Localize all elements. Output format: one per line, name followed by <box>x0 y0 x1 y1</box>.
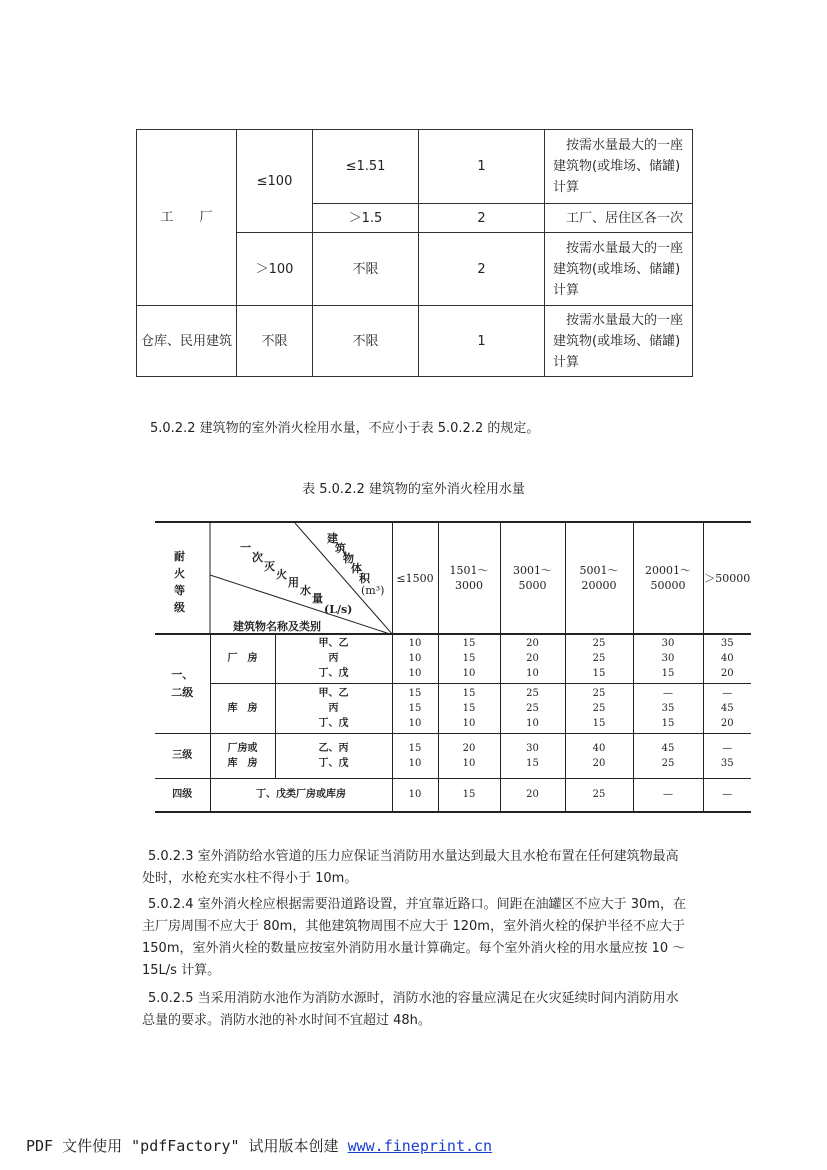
value: 35 <box>720 757 734 769</box>
g3-building <box>210 733 275 778</box>
value: 20 <box>592 757 606 769</box>
value: 15 <box>592 717 606 729</box>
volume-header: 5001～20000 <box>565 522 633 634</box>
value: 10 <box>408 757 422 769</box>
value-cell: 25 <box>565 778 633 812</box>
value: 25 <box>592 687 606 699</box>
value: 10 <box>462 757 476 769</box>
value: — <box>722 742 733 754</box>
value: 25 <box>526 702 539 714</box>
class-line: 甲、乙 <box>318 687 349 699</box>
value-cell <box>565 634 633 683</box>
corner-header-inner <box>155 523 393 633</box>
range-cell: ≤1.51 <box>313 130 419 204</box>
water-char: 量 <box>312 592 323 605</box>
value: 35 <box>661 702 675 714</box>
grade-line: 二级 <box>171 685 194 699</box>
desc-cell: 按需水量最大的一座建筑物(或堆场、储罐)计算 <box>545 130 693 204</box>
value: 10 <box>462 668 476 680</box>
cond-cell: 不限 <box>237 306 313 377</box>
value: 30 <box>526 742 539 754</box>
value: 10 <box>526 717 539 729</box>
value: 10 <box>408 668 422 680</box>
value: 25 <box>592 702 606 714</box>
value: — <box>722 687 733 699</box>
corner-header <box>155 522 392 634</box>
volume-char: 物 <box>343 552 354 565</box>
paragraph-5-0-2-5: 5.0.2.5 当采用消防水池作为消防水源时，消防水池的容量应满足在火灾延续时间内消防用水总量的要求。消防水池的补水时间不宜超过 48h。 <box>142 991 679 1028</box>
class-line: 甲、乙 <box>318 638 349 650</box>
paragraph-5-0-2-4: 5.0.2.4 室外消火栓应根据需要沿道路设置，并宜靠近路口。间距在油罐区不应大于 30m，在主厂房周围不应大于 80m，其他建筑物周围不应大于 120m，室外消火栓的保护半径不应大于 150m，室外消火栓的数量应按室外消防用水量计算确定。每个室外消火栓的用水量应按 10 ～15L/s 计算。 <box>142 897 686 978</box>
value: 30 <box>661 653 675 665</box>
value: 25 <box>526 687 539 699</box>
value: 20 <box>526 638 539 650</box>
value: 40 <box>720 653 734 665</box>
grade-char: 火 <box>174 567 185 580</box>
value-cell: 10 <box>392 778 438 812</box>
value: 45 <box>720 702 734 714</box>
value-cell <box>392 733 438 778</box>
water-char: 火 <box>276 568 287 581</box>
building-line: 厂房或 <box>227 742 258 754</box>
footer-text: PDF 文件使用 "pdfFactory" 试用版本创建 <box>26 1137 348 1155</box>
class-line: 丁、戊 <box>318 717 349 729</box>
value: 10 <box>408 638 422 650</box>
warehouse-cell: 仓库、民用建筑 <box>137 306 237 377</box>
value: 45 <box>661 742 675 754</box>
value-cell <box>633 683 703 733</box>
cond-gt100: ＞100 <box>237 233 313 306</box>
table-caption: 表 5.0.2.2 建筑物的室外消火栓用水量 <box>302 482 525 497</box>
value-cell: 15 <box>438 778 500 812</box>
value-cell: — <box>703 778 751 812</box>
value: 20 <box>720 668 734 680</box>
grade-char: 等 <box>174 584 185 597</box>
class-line: 丙 <box>328 653 339 665</box>
water-char: 次 <box>252 551 263 564</box>
class-cell <box>275 634 392 683</box>
value: 15 <box>462 702 476 714</box>
volume-char: 积 <box>359 572 370 585</box>
value: 25 <box>661 757 675 769</box>
value-cell <box>703 683 751 733</box>
value-cell <box>703 733 751 778</box>
value: 15 <box>462 687 476 699</box>
class-line: 乙、丙 <box>318 742 349 754</box>
water-char: 用 <box>288 576 299 589</box>
value: 20 <box>526 653 539 665</box>
volume-header: ≤1500 <box>392 522 438 634</box>
factory-label: 厂 房 <box>210 634 275 683</box>
value-cell <box>438 634 500 683</box>
value-cell <box>392 634 438 683</box>
value: 40 <box>592 742 606 754</box>
range-cell: 不限 <box>313 233 419 306</box>
grade-1-2-cell <box>155 634 210 733</box>
value: 10 <box>526 668 539 680</box>
hydrant-water-table <box>155 521 751 813</box>
count-cell: 2 <box>419 233 545 306</box>
volume-header: ＞50000 <box>703 522 751 634</box>
class-line: 丙 <box>328 702 339 714</box>
water-char: 灭 <box>264 560 275 573</box>
fineprint-link[interactable]: www.fineprint.cn <box>347 1137 493 1155</box>
desc-cell: 按需水量最大的一座建筑物(或堆场、储罐)计算 <box>545 233 693 306</box>
class-line: 丁、戊 <box>318 757 349 769</box>
count-cell: 2 <box>419 204 545 233</box>
volume-char: 建 <box>327 532 338 545</box>
value: — <box>663 687 673 699</box>
value: 15 <box>408 742 422 754</box>
value: 15 <box>592 668 606 680</box>
water-char: 水 <box>300 584 311 597</box>
factory-cell: 工 厂 <box>137 130 237 306</box>
value: 25 <box>592 653 606 665</box>
volume-char: 筑 <box>335 542 346 555</box>
value: 15 <box>661 717 675 729</box>
g4-building: 丁、戊类厂房或库房 <box>210 778 392 812</box>
value-cell <box>500 683 565 733</box>
desc-cell: 按需水量最大的一座建筑物(或堆场、储罐)计算 <box>545 306 693 377</box>
grade-4-cell: 四级 <box>155 778 210 812</box>
category-label: 建筑物名称及类别 <box>233 620 321 633</box>
paragraph-5-0-2-3: 5.0.2.3 室外消防给水管道的压力应保证当消防用水量达到最大且水枪布置在任何建筑物最高处时，水枪充实水柱不得小于 10m。 <box>142 849 679 886</box>
volume-header: 1501～3000 <box>438 522 500 634</box>
value-cell <box>633 733 703 778</box>
volume-header: 3001～5000 <box>500 522 565 634</box>
value: 15 <box>462 638 476 650</box>
value: 15 <box>462 653 476 665</box>
value-cell <box>565 683 633 733</box>
building-line: 库 房 <box>227 757 258 769</box>
class-line: 丁、戊 <box>318 668 349 680</box>
value: 15 <box>408 687 422 699</box>
value-cell: 20 <box>500 778 565 812</box>
diagonal-lines <box>155 523 393 635</box>
value: 20 <box>720 717 734 729</box>
value: 10 <box>408 717 422 729</box>
water-table-1 <box>136 129 693 377</box>
count-cell: 1 <box>419 130 545 204</box>
volume-unit: (m³) <box>361 584 385 597</box>
water-char: 一 <box>240 541 251 554</box>
value: 10 <box>408 653 422 665</box>
desc-cell: 工厂、居住区各一次 <box>545 204 693 233</box>
grade-line: 一、 <box>171 667 194 681</box>
range-cell: ＞1.5 <box>313 204 419 233</box>
volume-header: 20001～50000 <box>633 522 703 634</box>
value: 15 <box>408 702 422 714</box>
value-cell <box>500 634 565 683</box>
value-cell <box>438 683 500 733</box>
value-cell <box>703 634 751 683</box>
grade-char: 耐 <box>174 550 185 563</box>
paragraph-5-0-2-2: 5.0.2.2 建筑物的室外消火栓用水量，不应小于表 5.0.2.2 的规定。 <box>150 421 540 436</box>
value: 30 <box>661 638 675 650</box>
count-cell: 1 <box>419 306 545 377</box>
storehouse-label: 库 房 <box>210 683 275 733</box>
water-unit: (L/s) <box>324 603 353 616</box>
value-cell <box>392 683 438 733</box>
volume-char: 体 <box>351 562 362 575</box>
class-cell <box>275 683 392 733</box>
grade-char: 级 <box>174 601 185 614</box>
class-cell <box>275 733 392 778</box>
value-cell <box>633 634 703 683</box>
value: 15 <box>526 757 539 769</box>
value-cell <box>500 733 565 778</box>
grade-3-cell: 三级 <box>155 733 210 778</box>
value: 15 <box>661 668 675 680</box>
value-cell <box>565 733 633 778</box>
value-cell: — <box>633 778 703 812</box>
value: 10 <box>462 717 476 729</box>
value: 20 <box>462 742 476 754</box>
value: 35 <box>720 638 734 650</box>
pdf-footer <box>26 1135 492 1156</box>
cond-le100: ≤100 <box>237 130 313 233</box>
value-cell <box>438 733 500 778</box>
value: 25 <box>592 638 606 650</box>
range-cell: 不限 <box>313 306 419 377</box>
